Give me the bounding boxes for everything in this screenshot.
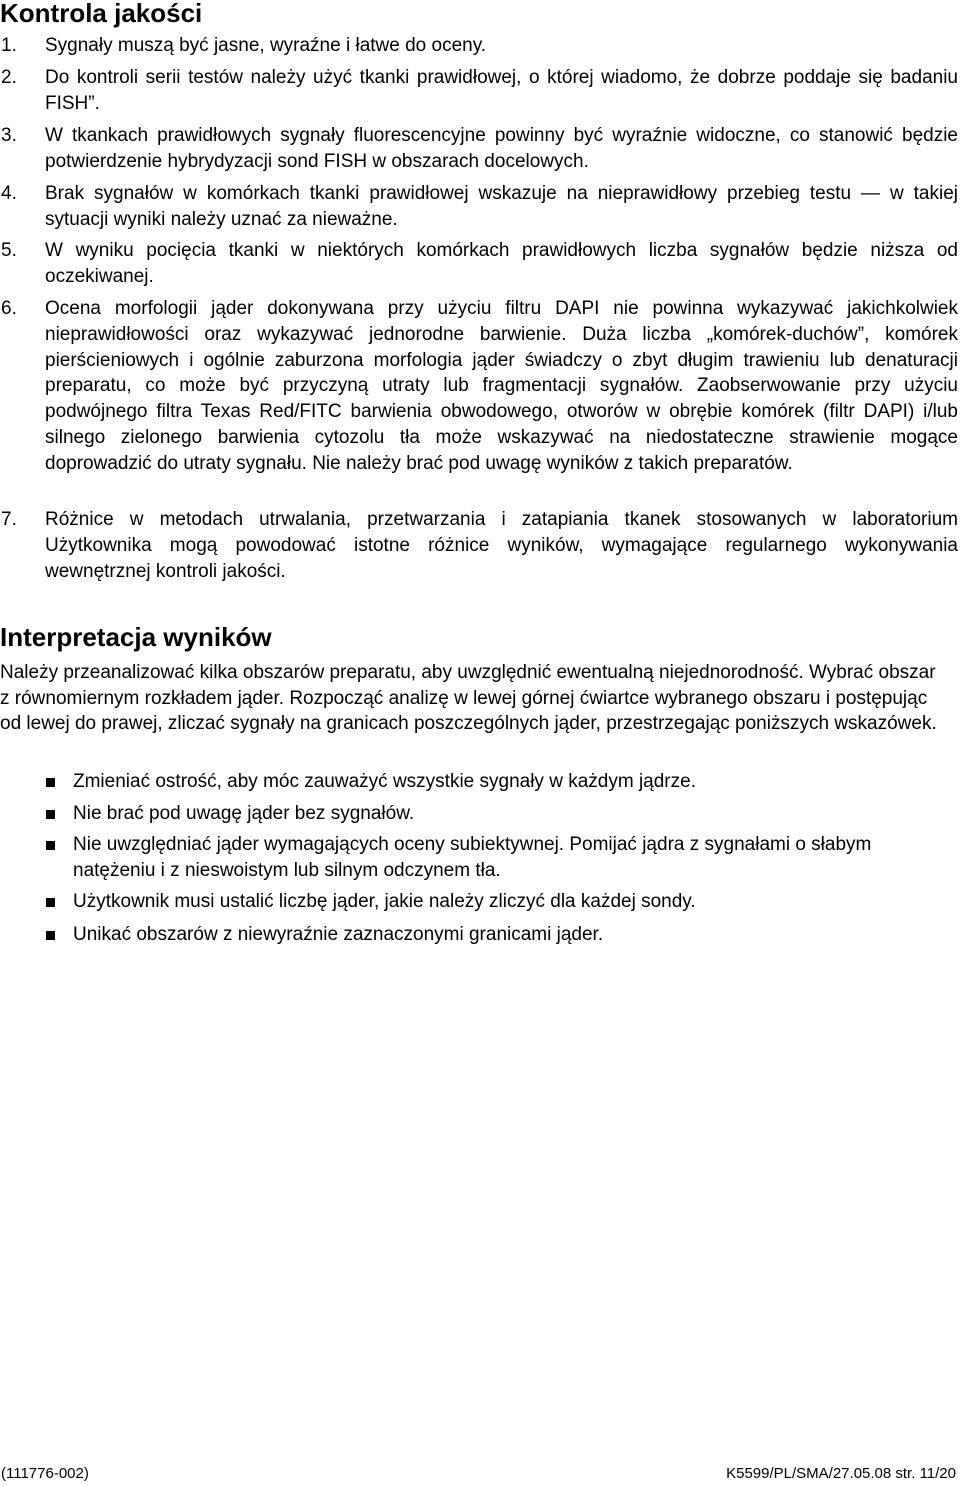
interpretation-heading: Interpretacja wyników [0,622,272,652]
bullet-item [0,801,940,827]
bullet-text: Zmieniać ostrość, aby móc zauważyć wszystkie sygnały w każdym jądrze. [73,771,696,792]
quality-control-item [0,238,958,290]
bullet-text: Nie brać pod uwagę jąder bez sygnałów. [73,803,415,824]
item-number: 1. [1,35,17,56]
item-number: 2. [1,67,17,88]
item-number: 4. [1,183,17,204]
square-bullet-icon [46,810,55,819]
quality-control-item [0,507,958,584]
interpretation-paragraph: Należy przeanalizować kilka obszarów preparatu, aby uwzględnić ewentualną niejednorodność. Wybrać obszar z równomiernym rozkładem jąder. Rozpocząć analizę w lewej górnej ćwiartce wybranego obszaru i postępując od lewej do prawej, zliczać sygnały na granicach poszczególnych jąder, przestrzegając poniższych wskazówek. [0,662,937,734]
square-bullet-icon [46,841,55,850]
item-text: W tkankach prawidłowych sygnały fluorescencyjne powinny być wyraźnie widoczne, co stanowić będzie potwierdzenie hybrydyzacji sond FISH w obszarach docelowych. [45,125,958,172]
quality-control-item [0,123,958,175]
bullet-item [0,769,940,795]
quality-control-heading: Kontrola jakości [0,0,203,28]
footer-page-reference: K5599/PL/SMA/27.05.08 str. 11/20 [726,1465,956,1482]
square-bullet-icon [46,931,55,940]
footer-document-code: (111776-002) [1,1465,89,1482]
quality-control-item [0,181,958,233]
item-text: W wyniku pocięcia tkanki w niektórych komórkach prawidłowych liczba sygnałów będzie niższa od oczekiwanej. [45,240,958,287]
bullet-item [0,889,940,915]
item-text: Brak sygnałów w komórkach tkanki prawidłowej wskazuje na nieprawidłowy przebieg testu — w takiej sytuacji wyniki należy uznać za nieważne. [45,183,958,230]
bullet-item [0,922,940,948]
quality-control-item [0,33,958,59]
square-bullet-icon [46,898,55,907]
item-number: 5. [1,240,17,261]
item-number: 6. [1,298,17,319]
item-number: 7. [1,509,17,530]
square-bullet-icon [46,778,55,787]
bullet-item [0,832,940,883]
bullet-text: Unikać obszarów z niewyraźnie zaznaczonymi granicami jąder. [73,924,604,945]
bullet-text: Użytkownik musi ustalić liczbę jąder, jakie należy zliczyć dla każdej sondy. [73,891,696,912]
item-text: Sygnały muszą być jasne, wyraźne i łatwe do oceny. [45,35,487,56]
quality-control-item [0,296,958,477]
quality-control-item [0,65,958,117]
item-text: Do kontroli serii testów należy użyć tkanki prawidłowej, o której wiadomo, że dobrze poddaje się badaniu FISH”. [45,67,958,114]
item-number: 3. [1,125,17,146]
item-text: Różnice w metodach utrwalania, przetwarzania i zatapiania tkanek stosowanych w laboratorium Użytkownika mogą powodować istotne różnice wyników, wymagające regularnego wykonywania wewnętrznej kontroli jakości. [45,509,958,582]
bullet-text: Nie uwzględniać jąder wymagających oceny subiektywnej. Pomijać jądra z sygnałami o słabym natężeniu i z nieswoistym lub silnym odczynem tła. [73,834,872,881]
item-text: Ocena morfologii jąder dokonywana przy użyciu filtru DAPI nie powinna wykazywać jakichkolwiek nieprawidłowości oraz wykazywać jednorodne barwienie. Duża liczba „komórek-duchów”, komórek pierścieniowych i ogólnie zaburzona morfologia jąder świadczy o zbyt długim trawieniu lub denaturacji preparatu, co może być przyczyną utraty lub fragmentacji sygnałów. Zaobserwowanie przy użyciu podwójnego filtra Texas Red/FITC barwienia obwodowego, otworów w obrębie komórek (filtr DAPI) i/lub silnego zielonego barwienia cytozolu tła może wskazywać na niedostateczne strawienie mogące doprowadzić do utraty sygnału. Nie należy brać pod uwagę wyników z takich preparatów. [45,298,958,474]
